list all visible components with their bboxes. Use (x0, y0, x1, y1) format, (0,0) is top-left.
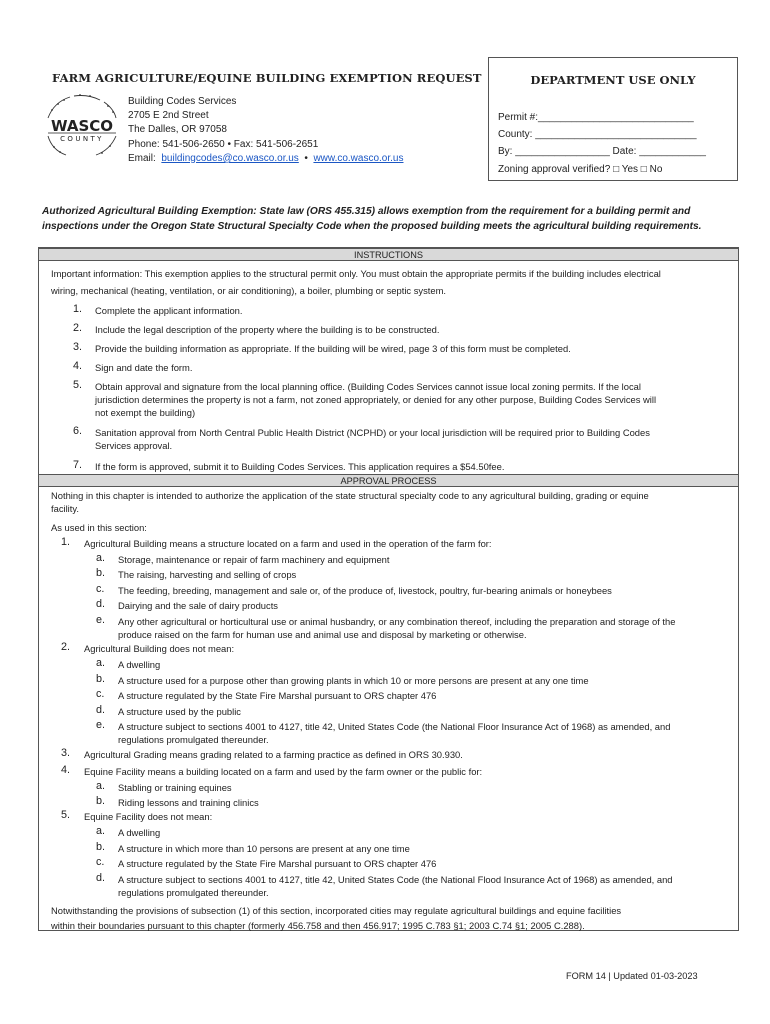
definition-text: Agricultural Grading means grading related to a farming practice as defined in ORS 30.930. (84, 749, 463, 760)
sub-item-text: A dwelling (118, 827, 161, 838)
sub-item-text: A structure regulated by the State Fire Marshal pursuant to ORS chapter 476 (118, 858, 437, 869)
contact-block (128, 95, 404, 166)
sub-item-text: A structure used by the public (118, 706, 241, 717)
sub-item-letter: b. (96, 841, 106, 853)
website-link[interactable]: www.co.wasco.or.us (313, 152, 404, 164)
step-text: Obtain approval and signature from the local planning office. (Building Codes Services cannot issue local zoning permits. If the local (95, 381, 641, 392)
sub-item-letter: a. (96, 780, 106, 792)
email-link[interactable]: buildingcodes@co.wasco.or.us (161, 152, 299, 164)
instructions-heading: INSTRUCTIONS (39, 248, 738, 261)
svg-text:WASCO: WASCO (50, 117, 114, 135)
sub-item-letter: b. (96, 673, 106, 685)
definition-text: Equine Facility means a building located on a farm and used by the farm owner or the public for: (84, 766, 483, 777)
form-title: FARM AGRICULTURE/EQUINE BUILDING EXEMPTION REQUEST (52, 71, 482, 85)
definition-number: 1. (61, 536, 71, 548)
city-line: The Dalles, OR 97058 (128, 124, 227, 136)
step-number: 7. (73, 459, 83, 471)
form-footer: FORM 14 | Updated 01-03-2023 (566, 971, 698, 981)
closing-line-2: within their boundaries pursuant to this chapter (formerly 456.758 and then 456.917; 1995 C.783 §1; 2003 C.74 §1; 2005 C.288). (51, 920, 585, 931)
step-text: If the form is approved, submit it to Building Codes Services. This application requires a $54.50fee. (95, 461, 505, 472)
phone-fax-line: Phone: 541-506-2650 • Fax: 541-506-2651 (128, 138, 319, 150)
step-text: Include the legal description of the property where the building is to be constructed. (95, 324, 440, 335)
sub-item-text: Storage, maintenance or repair of farm machinery and equipment (118, 554, 390, 565)
sub-item-letter: c. (96, 856, 105, 868)
sub-item-letter: b. (96, 795, 106, 807)
sub-item-letter: d. (96, 872, 106, 884)
step-number: 6. (73, 425, 83, 437)
sub-item-text: Any other agricultural or horticultural use or animal husbandry, or any combination thereof, including the preparation and storage of the (118, 616, 676, 627)
wasco-county-logo (40, 92, 122, 160)
step-text: Sign and date the form. (95, 362, 193, 373)
email-line (128, 152, 404, 166)
definition-number: 3. (61, 747, 71, 759)
sub-item-letter: a. (96, 657, 106, 669)
sub-item-letter: d. (96, 598, 106, 610)
sub-item-text: A dwelling (118, 659, 161, 670)
instructions-approval-section (38, 247, 739, 931)
definition-text: Agricultural Building means a structure located on a farm and used in the operation of the farm for: (84, 538, 492, 549)
sub-item-text: A structure subject to sections 4001 to 4127, title 42, United States Code (the National Floor Insurance Act of 1968) as amended, and (118, 721, 671, 732)
definition-number: 4. (61, 764, 71, 776)
step-number: 1. (73, 303, 83, 315)
step-number: 2. (73, 322, 83, 334)
sub-item-letter: d. (96, 704, 106, 716)
county-field[interactable]: County: _____________________________ (498, 129, 697, 141)
sub-item-text: A structure used for a purpose other than growing plants in which 10 or more persons are present at any one time (118, 675, 589, 686)
sub-item-text: A structure regulated by the State Fire Marshal pursuant to ORS chapter 476 (118, 690, 437, 701)
permit-field[interactable]: Permit #:____________________________ (498, 112, 694, 123)
department-use-box (488, 57, 738, 181)
step-text: jurisdiction determines the property is not a farm, not zoned appropriately, or denied for any other purpose, Building Codes Services will (95, 394, 657, 405)
step-number: 5. (73, 379, 83, 391)
sub-item-text: regulations promulgated thereunder. (118, 887, 269, 898)
sub-item-text: A structure in which more than 10 persons are present at any one time (118, 843, 410, 854)
sub-item-letter: b. (96, 567, 106, 579)
approval-heading: APPROVAL PROCESS (39, 474, 738, 487)
sub-item-text: Riding lessons and training clinics (118, 797, 259, 808)
step-number: 4. (73, 360, 83, 372)
address-line: 2705 E 2nd Street (128, 110, 209, 122)
closing-line-1: Notwithstanding the provisions of subsection (1) of this section, incorporated cities may regulate agricultural buildings and equine facilities (51, 905, 622, 916)
sub-item-text: The feeding, breeding, management and sale or, of the produce of, livestock, poultry, fur-bearing animals or honeybees (118, 585, 612, 596)
sub-item-text: A structure subject to sections 4001 to 4127, title 42, United States Code (the National Flood Insurance Act of 1968) as amended, and (118, 874, 673, 885)
department-use-title: DEPARTMENT USE ONLY (530, 73, 696, 87)
definition-number: 5. (61, 809, 71, 821)
approval-para-line-2: facility. (51, 503, 79, 514)
sub-item-text: Dairying and the sale of dairy products (118, 600, 278, 611)
approval-para-line-1: Nothing in this chapter is intended to authorize the application of the state structural specialty code to any agricultural building, grading or equine (51, 490, 649, 501)
step-text: Provide the building information as appropriate. If the building will be wired, page 3 of this form must be completed. (95, 343, 571, 354)
step-number: 3. (73, 341, 83, 353)
sub-item-text: produce raised on the farm for human use and animal use and disposal by marketing or otherwise. (118, 629, 527, 640)
by-date-field[interactable]: By: _________________ Date: ____________ (498, 146, 706, 158)
sub-item-letter: a. (96, 552, 106, 564)
zoning-checkboxes[interactable]: Zoning approval verified? □ Yes □ No (498, 163, 663, 175)
sub-item-letter: e. (96, 719, 106, 731)
as-used-label: As used in this section: (51, 522, 147, 533)
definition-number: 2. (61, 641, 71, 653)
sub-item-letter: c. (96, 583, 105, 595)
intro-statement: Authorized Agricultural Building Exemption: State law (ORS 455.315) allows exemption from the requirement for a building permit and inspections under the Oregon State Structural Specialty Code when the proposed building meets the agricultural building requirements. (42, 206, 702, 232)
important-info-line-2: wiring, mechanical (heating, ventilation, or air conditioning), a boiler, plumbing or septic system. (51, 285, 446, 296)
step-text: Sanitation approval from North Central Public Health District (NCPHD) or your local jurisdiction will be required prior to Building Codes (95, 427, 650, 438)
sub-item-text: Stabling or training equines (118, 782, 232, 793)
important-info-line-1: Important information: This exemption applies to the structural permit only. You must obtain the appropriate permits if the building includes electrical (51, 268, 661, 279)
step-text: not exempt the building) (95, 407, 196, 418)
sub-item-letter: a. (96, 825, 106, 837)
sub-item-text: regulations promulgated thereunder. (118, 734, 269, 745)
dept-name: Building Codes Services (128, 96, 237, 107)
svg-text:COUNTY: COUNTY (60, 135, 104, 143)
step-text: Complete the applicant information. (95, 305, 243, 316)
sub-item-letter: e. (96, 614, 106, 626)
definition-text: Equine Facility does not mean: (84, 811, 213, 822)
definition-text: Agricultural Building does not mean: (84, 643, 235, 654)
sub-item-text: The raising, harvesting and selling of crops (118, 569, 297, 580)
step-text: Services approval. (95, 440, 173, 451)
sub-item-letter: c. (96, 688, 105, 700)
email-label: Email: (128, 152, 156, 164)
separator-dot: • (304, 152, 308, 164)
